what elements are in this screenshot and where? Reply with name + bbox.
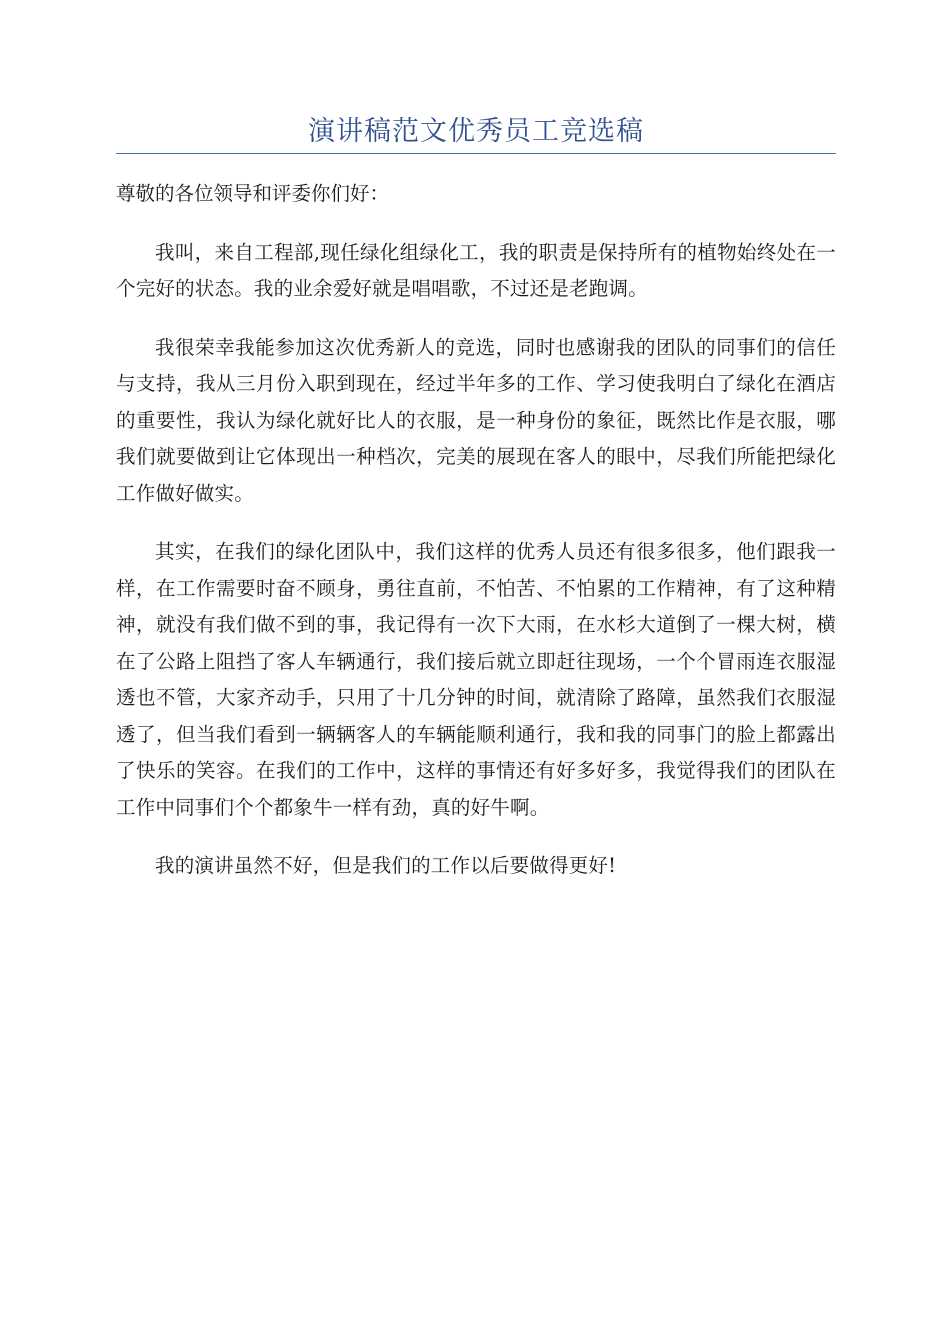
paragraph-4: 我的演讲虽然不好，但是我们的工作以后要做得更好! xyxy=(155,854,617,877)
title-underline xyxy=(116,153,836,154)
paragraph-2: 我很荣幸我能参加这次优秀新人的竞选，同时也感谢我的团队的同事们的信任与支持，我从三月份入职到现在，经过半年多的工作、学习使我明白了绿化在酒店的重要性，我认为绿化就好比人的衣服，是一种身份的象征，既然比作是衣服，哪我们就要做到让它体现出一种档次，完美的展现在客人的眼中，尽我们所能把绿化工作做好做实。 xyxy=(116,335,836,505)
paragraph-1: 我叫，来自工程部,现任绿化组绿化工，我的职责是保持所有的植物始终处在一个完好的状态。我的业余爱好就是唱唱歌，不过还是老跑调。 xyxy=(116,240,836,300)
paragraph-3: 其实，在我们的绿化团队中，我们这样的优秀人员还有很多很多，他们跟我一样，在工作需要时奋不顾身，勇往直前，不怕苦、不怕累的工作精神，有了这种精神，就没有我们做不到的事，我记得有一次下大雨，在水杉大道倒了一棵大树，横在了公路上阻挡了客人车辆通行，我们接后就立即赶往现场，一个个冒雨连衣服湿透也不管，大家齐动手，只用了十几分钟的时间，就清除了路障，虽然我们衣服湿透了，但当我们看到一辆辆客人的车辆能顺利通行，我和我的同事门的脸上都露出了快乐的笑容。在我们的工作中，这样的事情还有好多好多，我觉得我们的团队在工作中同事们个个都象牛一样有劲，真的好牛啊。 xyxy=(116,540,836,819)
document-body xyxy=(116,176,836,907)
document-page xyxy=(116,0,836,1344)
salutation: 尊敬的各位领导和评委你们好： xyxy=(116,182,390,205)
document-title: 演讲稿范文优秀员工竞选稿 xyxy=(308,116,644,147)
